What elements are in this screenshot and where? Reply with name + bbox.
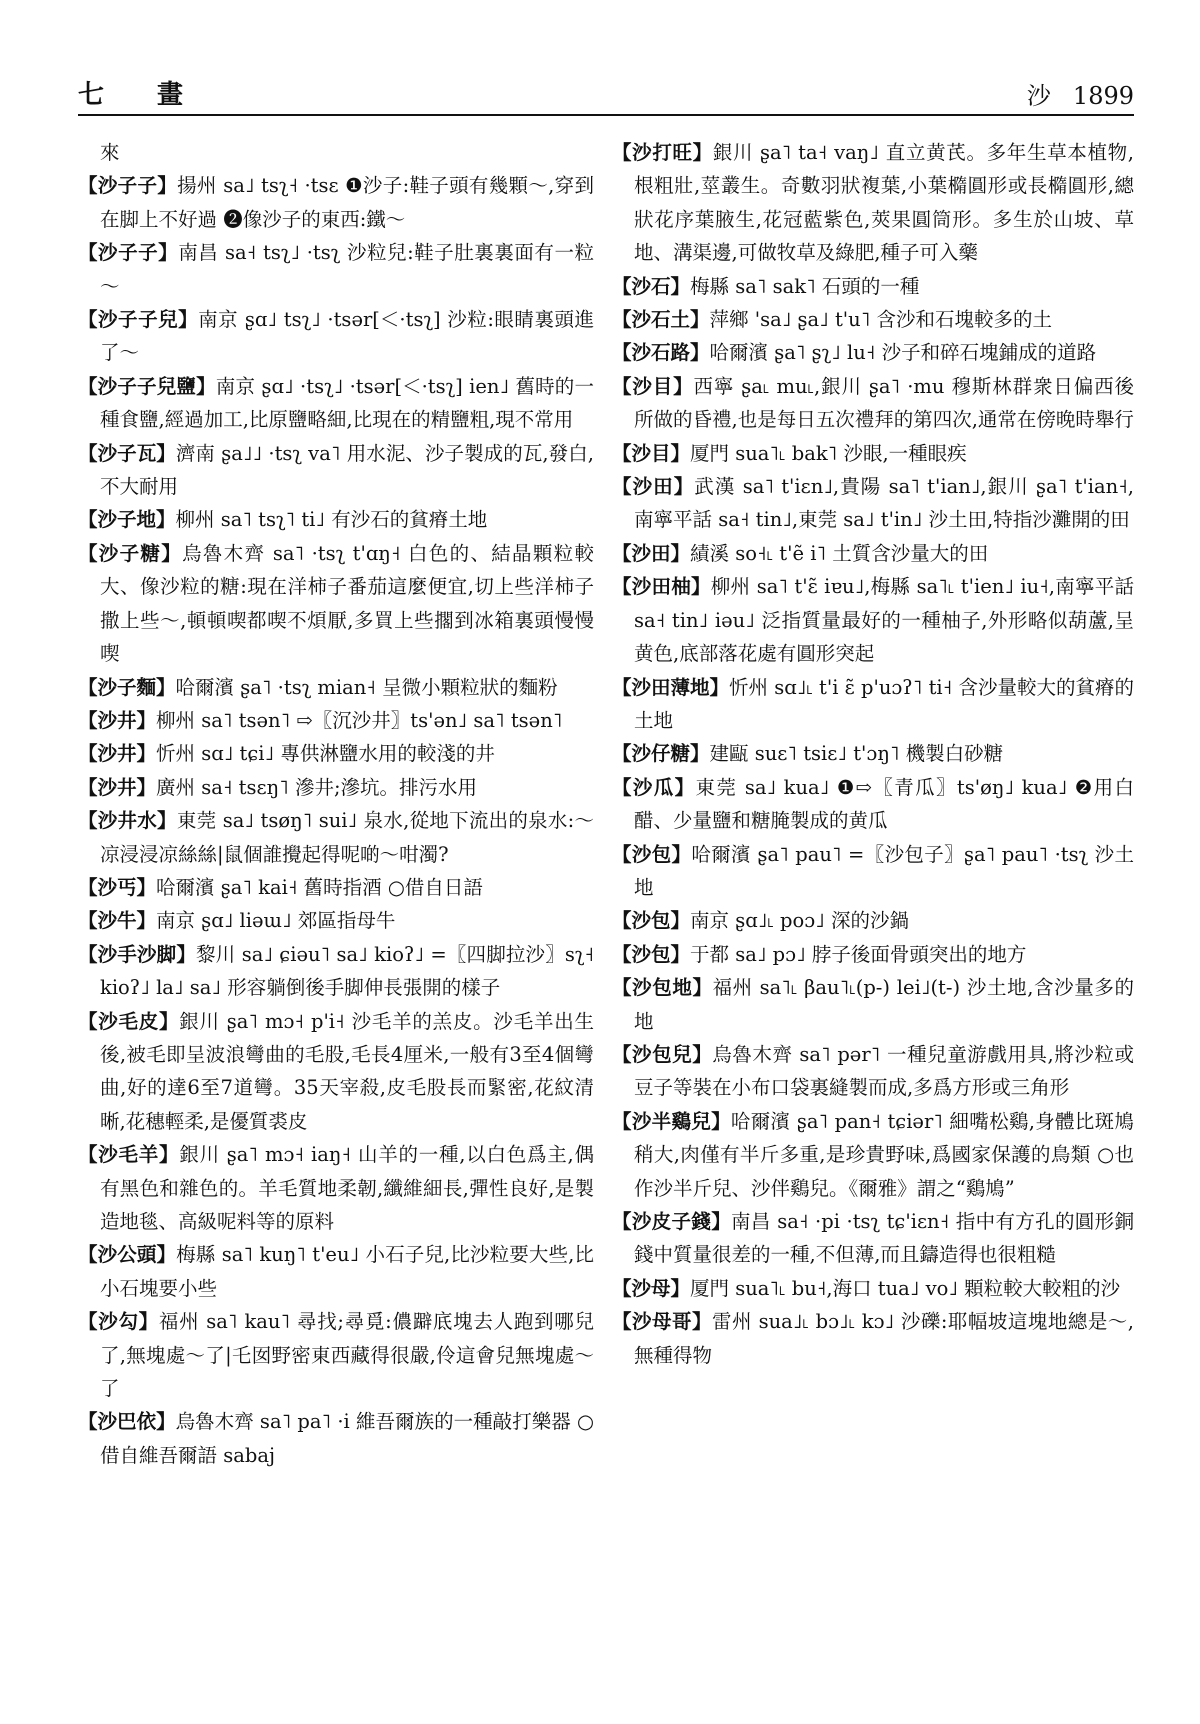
entry-headword: 【沙子糖】 bbox=[78, 541, 183, 565]
entry-text: 揚州 sa˩ tsʅ˧ ·tsɛ ❶沙子:鞋子頭有幾顆～,穿到在脚上不好過 ❷像沙子的東西:鐵～ bbox=[100, 174, 594, 231]
entry-text: 濟南 ʂa˩˩ ·tsʅ va˥ 用水泥、沙子製成的瓦,發白,不大耐用 bbox=[100, 441, 594, 499]
entry-headword: 【沙子麵】 bbox=[78, 675, 176, 699]
dictionary-entry bbox=[78, 370, 594, 437]
dictionary-entry bbox=[612, 303, 1134, 336]
entry-text: 銀川 ʂa˥ mɔ˧ iaŋ˧ 山羊的一種,以白色爲主,偶有黑色和雜色的。羊毛質地柔韌,纖維細長,彈性良好,是製造地毯、高級呢料等的原料 bbox=[100, 1143, 594, 1233]
entry-headword: 【沙包兒】 bbox=[612, 1042, 713, 1066]
entry-text: 南京 ʂɑ˩ ·tsʅ˩ ·tsər[＜·tsʅ] ien˩ 舊時的一種食鹽,經過加工,比原鹽略細,比現在的精鹽粗,現不常用 bbox=[100, 374, 594, 432]
entry-headword: 【沙牛】 bbox=[78, 909, 157, 933]
entry-text: 哈爾濱 ʂa˥ pan˧ tɕiər˥ 細嘴松鷄,身體比斑鳩稍大,肉僅有半斤多重,是珍貴野味,爲國家保護的鳥類 ○也作沙半斤兒、沙伴鷄兒。《爾雅》謂之“鷄鳩” bbox=[634, 1109, 1134, 1200]
entry-text: 東莞 sa˩ kua˩ ❶⇨〖青瓜〗ts'øŋ˩ kua˩ ❷用白醋、少量鹽和糖腌製成的黄瓜 bbox=[634, 775, 1134, 833]
entry-headword: 【沙母】 bbox=[612, 1276, 691, 1300]
entry-text: 萍鄉 'sa˩ ʂa˩ t'u˥ 含沙和石塊較多的土 bbox=[709, 308, 1053, 332]
entry-headword: 【沙井】 bbox=[78, 708, 157, 732]
dictionary-entry bbox=[78, 1005, 594, 1139]
entry-headword: 【沙石土】 bbox=[612, 308, 710, 332]
right-column bbox=[612, 136, 1134, 1372]
dictionary-entry bbox=[78, 871, 594, 904]
dictionary-entry bbox=[78, 303, 594, 370]
dictionary-entry bbox=[612, 971, 1134, 1038]
dictionary-entry bbox=[612, 537, 1134, 570]
entry-text: 武漢 sa˥ t'iɛn˩,貴陽 sa˥ t'ian˩,銀川 ʂa˥ t'ian˧,南寧平話 sa˧ tin˩,東莞 sa˩ t'in˩ 沙土田,特指沙灘開的田 bbox=[634, 475, 1134, 532]
entry-text: 烏魯木齊 sa˥ pər˥ 一種兒童游戲用具,將沙粒或豆子等裝在小布口袋裏縫製而成,多爲方形或三角形 bbox=[634, 1042, 1134, 1100]
dictionary-entry bbox=[612, 136, 1134, 270]
entry-headword: 【沙仔糖】 bbox=[612, 742, 710, 766]
dictionary-entry bbox=[612, 470, 1134, 537]
dictionary-entry bbox=[612, 1305, 1134, 1372]
dictionary-entry bbox=[78, 503, 594, 536]
entry-text: 銀川 ʂa˥ ta˧ vaŋ˩ 直立黄芪。多年生草本植物,根粗壯,莖叢生。奇數羽狀複葉,小葉橢圓形或長橢圓形,總狀花序葉腋生,花冠藍紫色,莢果圓筒形。多生於山坡、草地、溝渠邊,可做牧草及綠肥,種子可入藥 bbox=[634, 141, 1134, 265]
dictionary-entry bbox=[612, 838, 1134, 905]
entry-headword: 【沙巴依】 bbox=[78, 1410, 176, 1434]
dictionary-entry bbox=[612, 437, 1134, 470]
dictionary-entry bbox=[78, 169, 594, 236]
entry-text: 哈爾濱 ʂa˥ pau˥ =〖沙包子〗ʂa˥ pau˥ ·tsʅ 沙土地 bbox=[634, 842, 1134, 899]
dictionary-entry bbox=[612, 771, 1134, 838]
dictionary-entry bbox=[612, 1105, 1134, 1205]
entry-headword: 【沙子子】 bbox=[78, 174, 178, 198]
entry-headword: 【沙井】 bbox=[78, 742, 157, 766]
entry-text: 績溪 so˧˪ t'ẽ i˥ 土質含沙量大的田 bbox=[690, 541, 989, 565]
entry-text: 哈爾濱 ʂa˥ ʂʅ˩ lu˧ 沙子和碎石塊鋪成的道路 bbox=[709, 341, 1097, 365]
dictionary-entry bbox=[78, 537, 594, 671]
dictionary-entry bbox=[78, 1405, 594, 1472]
dictionary-entry bbox=[612, 737, 1134, 770]
entry-headword: 【沙田薄地】 bbox=[612, 675, 730, 699]
dictionary-entry bbox=[78, 904, 594, 937]
entry-headword: 【沙包地】 bbox=[612, 976, 713, 1000]
entry-text: 忻州 sɑ˩˪ t'i ɛ̃ p'uɔʔ˥ ti˧ 含沙量較大的貧瘠的土地 bbox=[634, 675, 1134, 732]
entry-headword: 【沙子地】 bbox=[78, 508, 176, 532]
entry-headword: 【沙子瓦】 bbox=[78, 441, 176, 465]
entry-text: 南昌 sa˧ tsʅ˩ ·tsʅ 沙粒兒:鞋子肚裏裏面有一粒～ bbox=[100, 241, 594, 298]
page-header bbox=[78, 74, 1134, 116]
entry-text: 柳州 sa˥ tsʅ˥ ti˩ 有沙石的貧瘠土地 bbox=[175, 508, 488, 532]
entry-headword: 【沙皮子錢】 bbox=[612, 1210, 732, 1233]
entry-text: 西寧 ʂa˪ mu˪,銀川 ʂa˥ ·mu 穆斯林群衆日偏西後所做的昏禮,也是每日五次禮拜的第四次,通常在傍晚時舉行 bbox=[634, 374, 1134, 432]
entry-headword: 【沙石路】 bbox=[612, 341, 710, 365]
dictionary-entry bbox=[612, 570, 1134, 670]
headword-char: 沙 bbox=[1026, 82, 1051, 110]
entry-text: 于都 sa˩ pɔ˩ 脖子後面骨頭突出的地方 bbox=[690, 942, 1027, 966]
dictionary-entry bbox=[78, 938, 594, 1005]
section-title: 七 畫 bbox=[78, 80, 206, 110]
entry-headword: 【沙手沙脚】 bbox=[78, 942, 196, 966]
dictionary-entry bbox=[78, 236, 594, 303]
dictionary-entry bbox=[612, 938, 1134, 971]
entry-headword: 【沙田】 bbox=[612, 541, 691, 565]
entry-text: 柳州 sa˥ tsən˥ ⇨〖沉沙井〗ts'ən˩ sa˥ tsən˥ bbox=[156, 708, 563, 732]
dictionary-entry bbox=[78, 737, 594, 770]
dictionary-entry bbox=[612, 270, 1134, 303]
entry-text: 厦門 sua˥˪ bu˧,海口 tua˩ vo˩ 顆粒較大較粗的沙 bbox=[690, 1276, 1121, 1300]
entry-headword: 【沙井水】 bbox=[78, 809, 177, 833]
entry-text: 福州 sa˥˪ βau˥˪(p-) lei˩(t-) 沙土地,含沙量多的地 bbox=[634, 976, 1134, 1033]
entry-text: 柳州 sa˥ t'ɛ̃ iɐu˩,梅縣 sa˥˪ t'ien˩ iu˧,南寧平話 sa˧ tin˩ iəu˩ 泛指質量最好的一種柚子,外形略似葫蘆,呈黄色,底部落花處有圓形突起 bbox=[634, 575, 1134, 666]
entry-headword: 【沙田柚】 bbox=[612, 575, 711, 599]
entry-text: 厦門 sua˥˪ bak˥ 沙眼,一種眼疾 bbox=[690, 441, 967, 465]
dictionary-entry bbox=[78, 1138, 594, 1238]
entry-text: 來 bbox=[100, 141, 120, 164]
dictionary-entry bbox=[612, 904, 1134, 937]
entry-headword: 【沙田】 bbox=[612, 475, 695, 499]
dictionary-entry bbox=[612, 370, 1134, 437]
dictionary-entry bbox=[78, 1238, 594, 1305]
entry-text: 黎川 sa˩ ɕiəu˥ sa˩ kioʔ˩ =〖四脚拉沙〗sʅ˧ kioʔ˩ la˩ sa˩ 形容躺倒後手脚伸長張開的樣子 bbox=[100, 942, 594, 1000]
dictionary-entry bbox=[612, 1272, 1134, 1305]
dictionary-entry bbox=[78, 1305, 594, 1405]
page-number: 1899 bbox=[1072, 82, 1134, 110]
dictionary-entry bbox=[612, 1038, 1134, 1105]
entry-headword: 【沙勾】 bbox=[78, 1310, 159, 1334]
entry-text: 南京 ʂɑ˩ tsʅ˩ ·tsər[＜·tsʅ] 沙粒:眼睛裏頭進了～ bbox=[100, 308, 594, 365]
entry-text: 烏魯木齊 sa˥ ·tsʅ t'ɑŋ˧ 白色的、結晶顆粒較大、像沙粒的糖:現在洋柿子番茄這麼便宜,切上些洋柿子撒上些～,頓頓喫都喫不煩厭,多買上些擱到冰箱裏頭慢慢喫 bbox=[100, 541, 594, 666]
entry-text: 哈爾濱 ʂa˥ kai˧ 舊時指酒 ○借自日語 bbox=[156, 875, 483, 899]
dictionary-entry bbox=[612, 1205, 1134, 1272]
entry-headword: 【沙瓜】 bbox=[612, 775, 696, 799]
dictionary-entry bbox=[78, 771, 594, 804]
entry-text: 哈爾濱 ʂa˥ ·tsʅ mian˧ 呈微小顆粒狀的麵粉 bbox=[175, 675, 558, 699]
entry-headword: 【沙子子兒】 bbox=[78, 308, 199, 332]
entry-headword: 【沙半鷄兒】 bbox=[612, 1109, 731, 1133]
dictionary-entry bbox=[78, 136, 594, 169]
entry-headword: 【沙井】 bbox=[78, 775, 157, 799]
entry-text: 烏魯木齊 sa˥ pa˥ ·i 維吾爾族的一種敲打樂器 ○借自維吾爾語 sabaj bbox=[100, 1410, 594, 1467]
entry-headword: 【沙毛羊】 bbox=[78, 1143, 180, 1167]
dictionary-entry bbox=[78, 671, 594, 704]
entry-headword: 【沙毛皮】 bbox=[78, 1009, 180, 1033]
entry-text: 南京 ʂɑ˩ liəɯ˩ 郊區指母牛 bbox=[156, 909, 396, 933]
entry-headword: 【沙打旺】 bbox=[612, 141, 713, 164]
dictionary-entry bbox=[78, 804, 594, 871]
entry-headword: 【沙母哥】 bbox=[612, 1310, 712, 1334]
entry-headword: 【沙子子】 bbox=[78, 241, 179, 265]
entry-headword: 【沙目】 bbox=[612, 374, 694, 398]
entry-text: 銀川 ʂa˥ mɔ˧ p'i˧ 沙毛羊的羔皮。沙毛羊出生後,被毛即呈波浪彎曲的毛股,毛長4厘米,一般有3至4個彎曲,好的達6至7道彎。35天宰殺,皮毛股長而緊密,花紋清晰,花穗輕柔,是優質裘皮 bbox=[100, 1009, 594, 1133]
entry-text: 忻州 sɑ˩ tɕi˩ 專供淋鹽水用的較淺的井 bbox=[156, 742, 495, 766]
dictionary-entry bbox=[78, 437, 594, 504]
entry-headword: 【沙目】 bbox=[612, 441, 691, 465]
entry-headword: 【沙公頭】 bbox=[78, 1243, 177, 1267]
left-column bbox=[78, 136, 594, 1472]
entry-text: 梅縣 sa˥ sak˥ 石頭的一種 bbox=[690, 274, 920, 298]
dictionary-entry bbox=[612, 336, 1134, 369]
entry-text: 南京 ʂɑ˩˪ poɔ˩ 深的沙鍋 bbox=[690, 909, 909, 933]
entry-text: 建甌 suɛ˥ tsiɛ˩ t'ɔŋ˥ 機製白砂糖 bbox=[709, 742, 1004, 766]
page-info bbox=[1027, 76, 1134, 111]
entry-text: 福州 sa˥ kau˥ 尋找;尋覓:儂躃底塊去人跑到哪兒了,無塊處～了|乇囡野密東西藏得很嚴,伶這會兒無塊處～了 bbox=[100, 1310, 594, 1401]
entry-headword: 【沙包】 bbox=[612, 942, 691, 966]
entry-text: 廣州 sa˧ tsɛŋ˥ 滲井;滲坑。排污水用 bbox=[156, 775, 478, 799]
entry-text: 梅縣 sa˥ kuŋ˥ t'eu˩ 小石子兒,比沙粒要大些,比小石塊要小些 bbox=[100, 1243, 594, 1300]
entry-headword: 【沙包】 bbox=[612, 909, 691, 933]
dictionary-entry bbox=[612, 671, 1134, 738]
entry-text: 南昌 sa˧ ·pi ·tsʅ tɕ'iɛn˧ 指中有方孔的圓形銅錢中質量很差的一種,不但薄,而且鑄造得也很粗糙 bbox=[634, 1210, 1134, 1267]
entry-headword: 【沙包】 bbox=[612, 842, 692, 866]
entry-text: 雷州 sua˩˪ bɔ˩˪ kɔ˩ 沙礫:耶幅坡這塊地總是～,無種得物 bbox=[634, 1310, 1134, 1367]
entry-headword: 【沙丐】 bbox=[78, 875, 157, 899]
entry-headword: 【沙子子兒鹽】 bbox=[78, 374, 216, 398]
dictionary-entry bbox=[78, 704, 594, 737]
entry-text: 東莞 sa˩ tsøŋ˥ sui˩ 泉水,從地下流出的泉水:～凉浸浸凉絲絲|鼠個誰攪起得呢啲～咁濁? bbox=[100, 809, 594, 866]
entry-headword: 【沙石】 bbox=[612, 274, 691, 298]
